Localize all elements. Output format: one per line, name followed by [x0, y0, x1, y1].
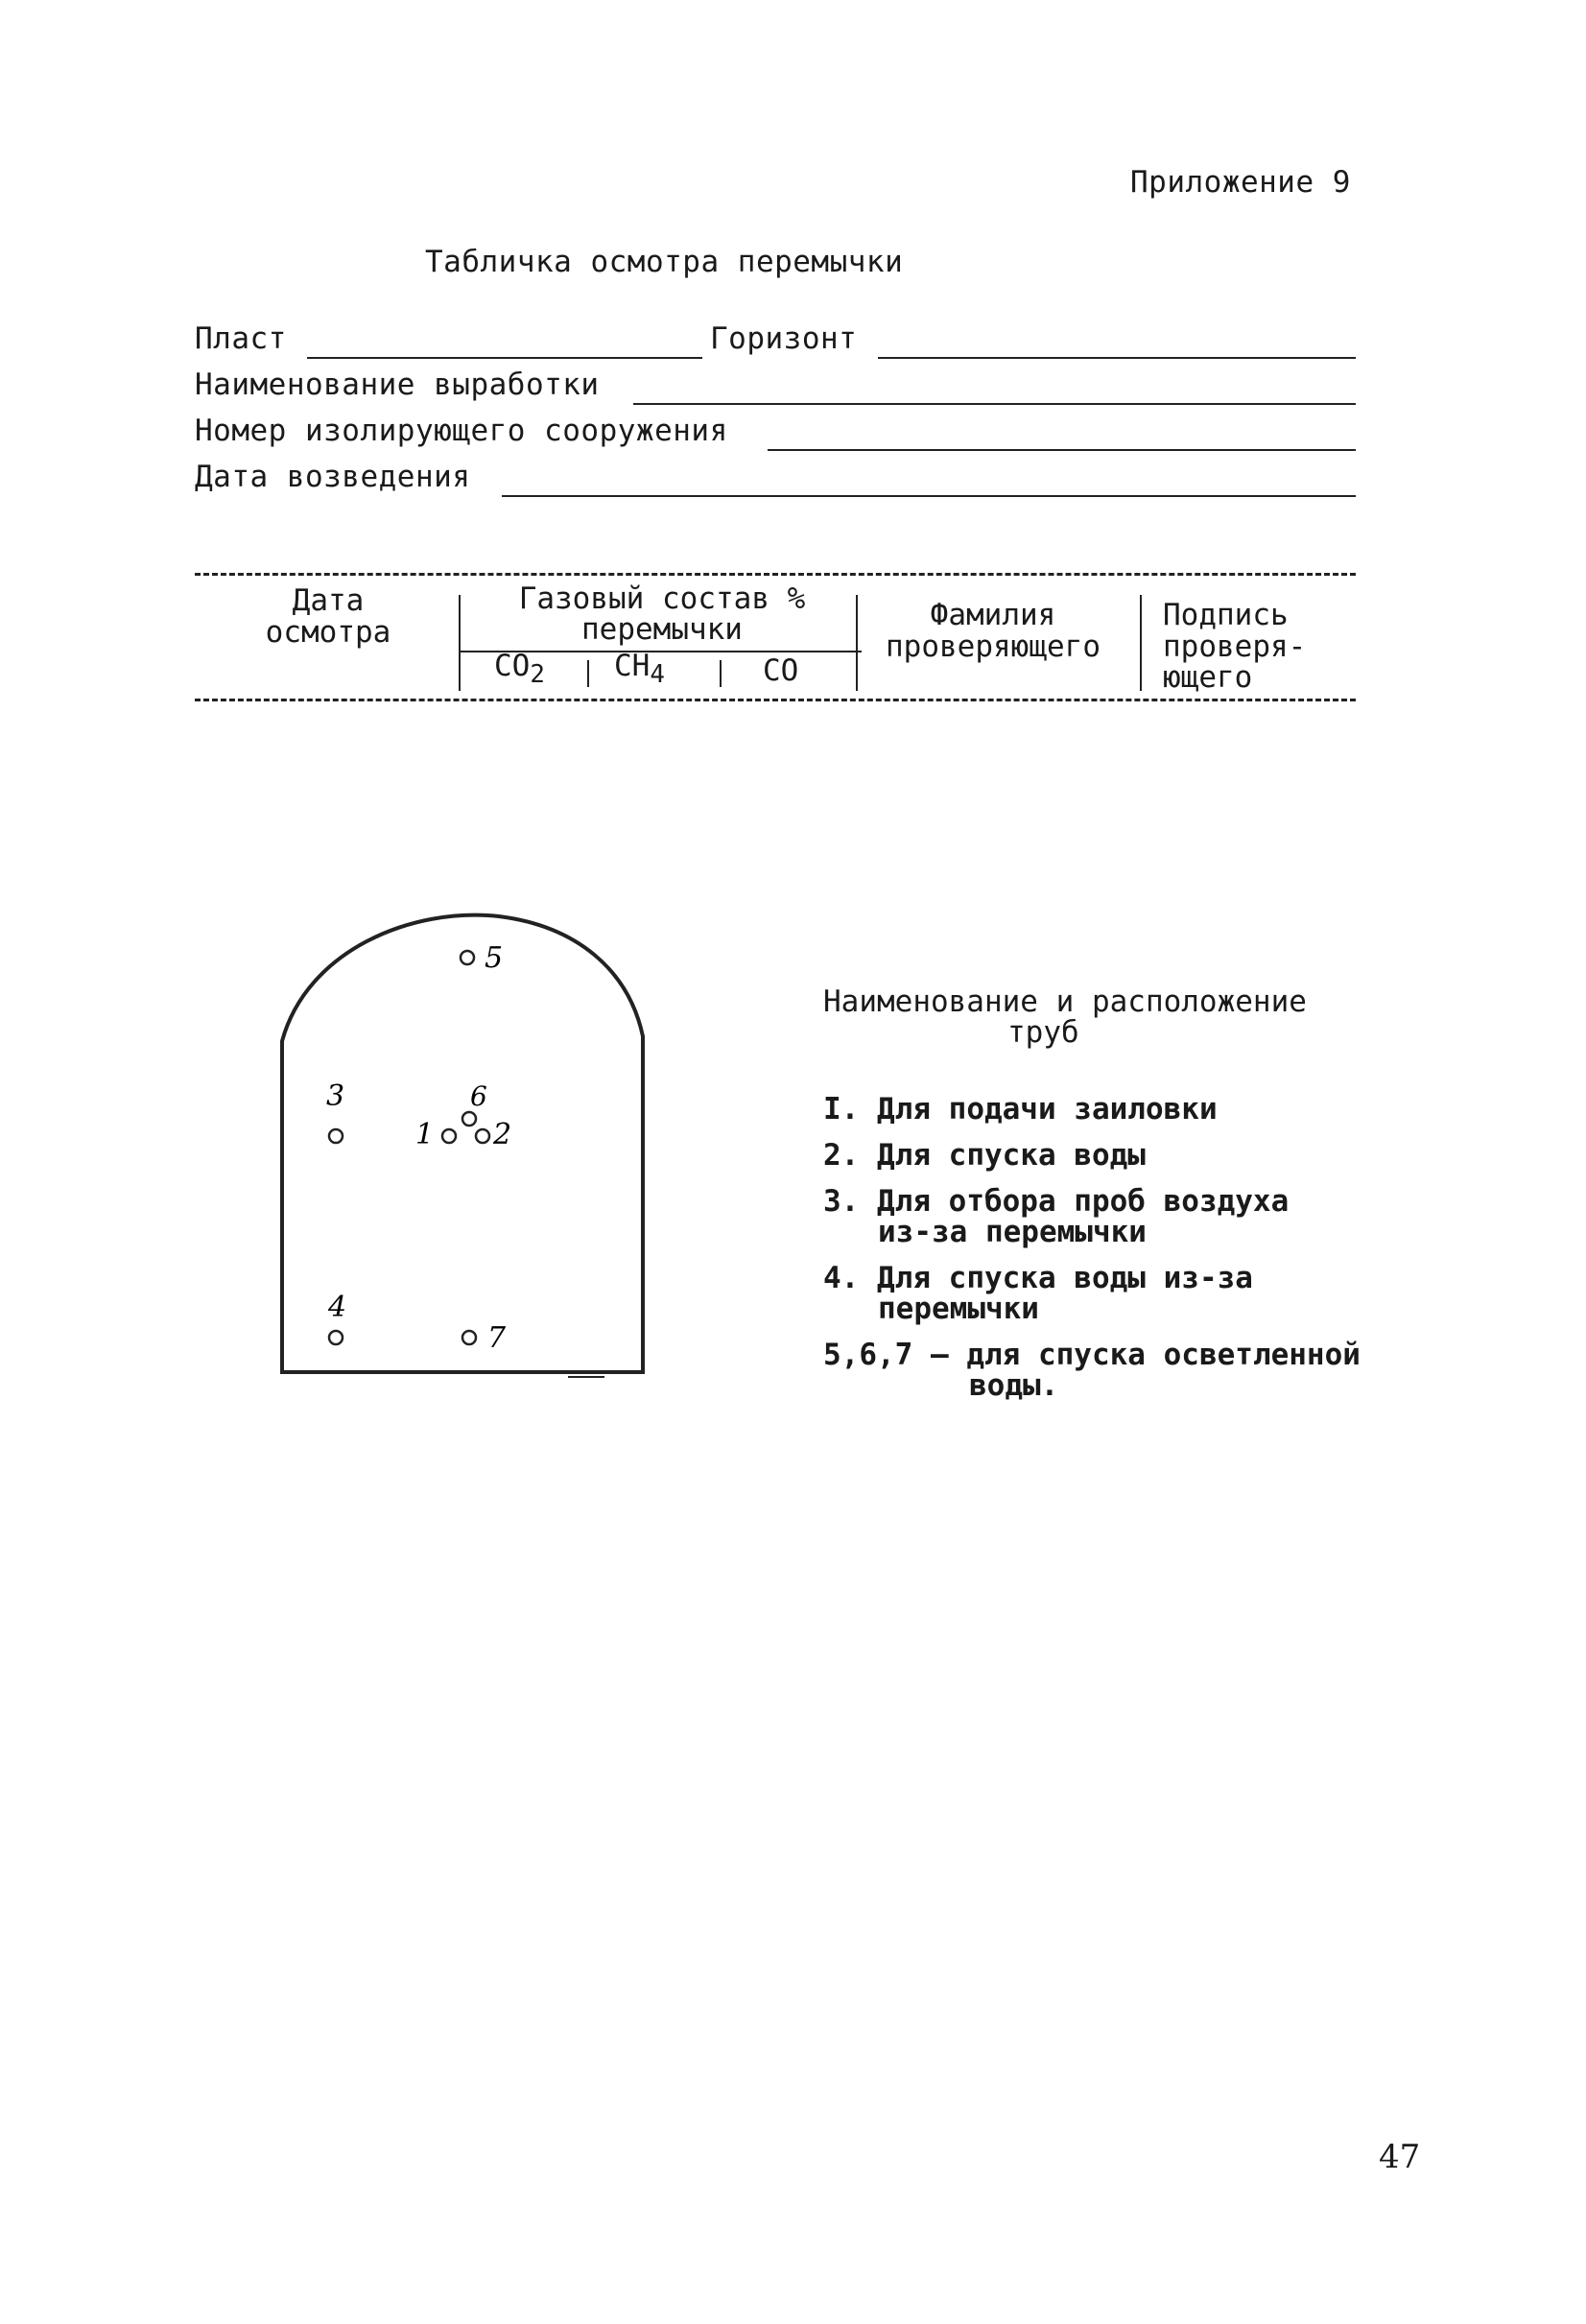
legend-item-1 — [823, 1094, 1218, 1126]
pipe-4-label: 4 — [328, 1291, 347, 1324]
ch4-subscript: 4 — [650, 660, 665, 690]
legend-item-text: для спуска осветленной — [966, 1338, 1361, 1372]
col-separator — [1140, 595, 1142, 691]
legend-item-4 — [823, 1263, 1253, 1294]
legend-item-4-cont: перемычки — [878, 1292, 1039, 1326]
col-co2 — [494, 651, 545, 690]
col-separator — [856, 595, 858, 691]
field-line-horizon[interactable] — [878, 357, 1356, 359]
pipe-5-marker — [461, 951, 474, 964]
pipe-6-label: 6 — [470, 1080, 487, 1112]
legend-item-3 — [823, 1186, 1289, 1218]
pipe-3-marker — [329, 1129, 343, 1143]
field-line-construction-date[interactable] — [502, 495, 1356, 497]
field-line-plast[interactable] — [307, 357, 702, 359]
legend-item-5 — [823, 1340, 1361, 1371]
col-separator — [587, 660, 589, 687]
seal-cross-section-diagram — [269, 892, 672, 1391]
pipe-2-marker — [476, 1129, 489, 1143]
legend-item-number: 4. — [823, 1261, 860, 1295]
pipe-7-marker — [462, 1331, 476, 1344]
field-label-structure-number: Номер изолирующего сооружения — [195, 414, 728, 448]
appendix-label: Приложение 9 — [1130, 165, 1351, 200]
col-date-line1: Дата — [292, 583, 365, 618]
col-sign-line3: ющего — [1163, 660, 1253, 695]
col-sign-line2: проверя- — [1163, 629, 1307, 664]
table-bottom-rule — [195, 699, 1356, 701]
legend-item-text: Для отбора проб воздуха — [877, 1184, 1290, 1219]
legend-item-text: Для подачи заиловки — [877, 1092, 1218, 1126]
field-label-construction-date: Дата возведения — [195, 460, 471, 494]
col-sign-line1: Подпись — [1163, 598, 1289, 632]
legend-item-text: Для спуска воды из-за — [877, 1261, 1253, 1295]
col-separator — [720, 660, 722, 687]
legend-item-5-cont: воды. — [969, 1368, 1059, 1403]
table-top-rule — [195, 573, 1356, 576]
col-date-line2: осмотра — [265, 615, 391, 650]
col-co: CO — [763, 653, 799, 688]
legend-title-line1: Наименование и расположение — [823, 984, 1307, 1019]
legend-item-number: I. — [823, 1092, 860, 1126]
field-label-horizon: Горизонт — [710, 321, 858, 356]
page-title: Табличка осмотра перемычки — [425, 245, 904, 279]
field-line-working[interactable] — [633, 403, 1356, 405]
pipe-1-label: 1 — [415, 1118, 435, 1151]
pipe-6-marker — [462, 1112, 476, 1126]
pipe-4-marker — [329, 1331, 343, 1344]
col-name-line2: проверяющего — [886, 629, 1101, 664]
col-gas-line1: Газовый состав % — [518, 581, 806, 616]
page-number: 47 — [1379, 2138, 1421, 2176]
legend-item-2 — [823, 1140, 1146, 1172]
field-label-working: Наименование выработки — [195, 368, 600, 402]
pipe-3-label: 3 — [326, 1079, 345, 1113]
legend-item-number: 2. — [823, 1138, 860, 1173]
pipe-5-label: 5 — [485, 941, 504, 975]
legend-item-text: Для спуска воды — [877, 1138, 1146, 1173]
col-gas-line2: перемычки — [581, 612, 743, 647]
col-name-line1: Фамилия — [930, 598, 1056, 632]
legend-title-line2: труб — [1007, 1015, 1079, 1050]
pipe-2-label: 2 — [493, 1118, 512, 1151]
col-ch4 — [614, 651, 665, 690]
legend-item-3-cont: из-за перемычки — [878, 1215, 1147, 1249]
col-separator — [459, 595, 461, 691]
co2-text: CO — [494, 649, 531, 683]
pipe-1-marker — [442, 1129, 456, 1143]
pipe-7-label: 7 — [487, 1321, 507, 1355]
legend-item-number: 5,6,7 – — [823, 1338, 949, 1372]
ch4-text: CH — [614, 649, 651, 683]
legend-item-number: 3. — [823, 1184, 860, 1219]
field-line-structure-number[interactable] — [768, 449, 1356, 451]
co2-subscript: 2 — [530, 660, 545, 690]
field-label-plast: Пласт — [195, 321, 287, 356]
